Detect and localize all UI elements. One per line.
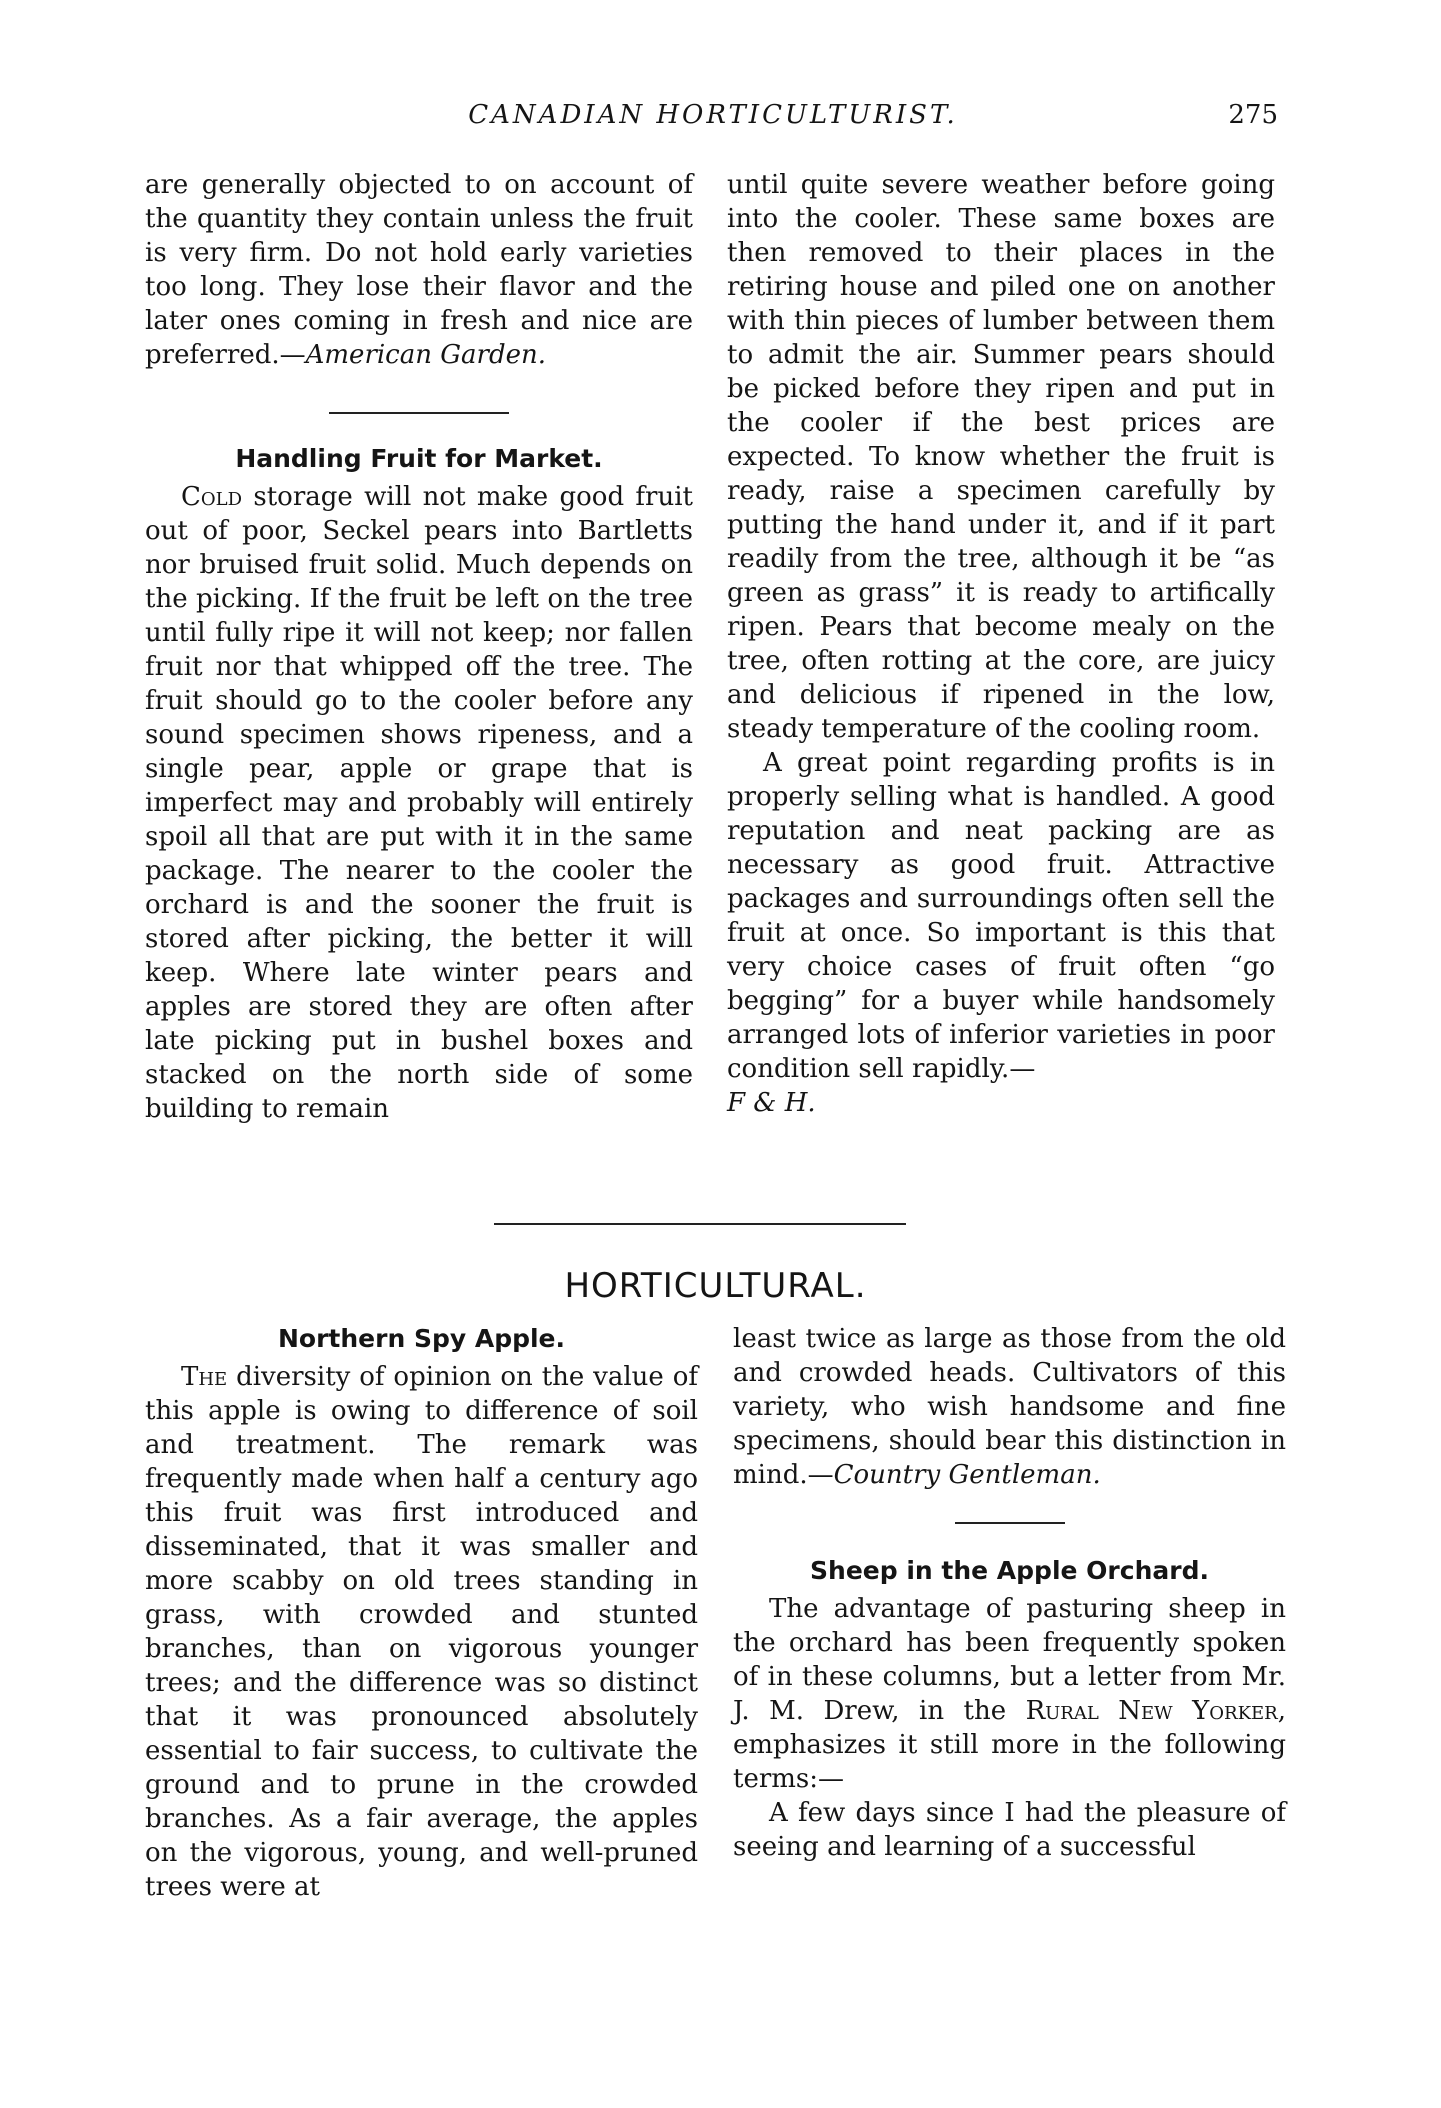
divider-rule xyxy=(955,1522,1065,1524)
bottom-right-column xyxy=(733,1322,1286,1864)
paragraph-text: storage will not make good fruit out of poor, Seckel pears into Bartletts nor bruised fruit solid. Much depends on the picking. If the fruit be left on the tree until fully ripe it will not keep; nor fallen fruit nor that whipped off the tree. The fruit should go to the cooler before any sound specimen shows ripeness, and a single pear, apple or grape that is imperfect may and probably will entirely spoil all that are put with it in the same package. The nearer to the cooler the orchard is and the sooner the fruit is stored after picking, the better it will keep. Where late winter pears and apples are stored they are often after late picking put in bushel boxes and stacked on the north side of some building to remain xyxy=(145,482,693,1124)
publication-name: Rural New Yorker xyxy=(1025,1696,1278,1726)
northern-spy-paragraph xyxy=(145,1360,698,1904)
handling-fruit-paragraph xyxy=(145,480,693,1126)
lead-word: The xyxy=(181,1362,228,1392)
selling-paragraph xyxy=(727,746,1275,1120)
article-heading-sheep: Sheep in the Apple Orchard. xyxy=(810,1556,1209,1585)
top-left-column xyxy=(145,168,693,1126)
page-number: 275 xyxy=(1228,100,1278,130)
lead-word: Cold xyxy=(181,482,243,512)
divider-rule xyxy=(329,412,509,414)
article-heading-handling-fruit: Handling Fruit for Market. xyxy=(235,444,603,473)
paragraph-text: diversity of opinion on the value of this apple is owing to difference of soil and treatment. The remark was frequently made when half a century ago this fruit was first introduced and disseminated, that it was smaller and more scabby on old trees standing in grass, with crowded and stunted branches, than on vigorous younger trees; and the difference was so distinct that it was pronounced absolutely essential to fair success, to cultivate the ground and to prune in the crowded branches. As a fair average, the apples on the vigorous, young, and well-pruned trees were at xyxy=(145,1362,698,1902)
top-right-column xyxy=(727,168,1275,1120)
continued-text: are generally objected to on account of the quantity they contain unless the fruit is very firm. Do not hold early varieties too long. They lose their flavor and the later ones coming in fresh and nice are preferred.— xyxy=(145,170,693,370)
section-heading-horticultural: HORTICULTURAL. xyxy=(564,1266,867,1306)
bottom-left-column xyxy=(145,1322,698,1904)
section-divider-rule xyxy=(494,1223,906,1225)
running-title: CANADIAN HORTICULTURIST. xyxy=(468,100,958,130)
paragraph-text: The advantage of pasturing sheep in the orchard has been frequently spoken of in these columns, but a letter from Mr. J. M. Drew, in the xyxy=(733,1594,1286,1726)
running-head xyxy=(148,100,1278,136)
source-citation: F & H. xyxy=(727,1088,816,1118)
sheep-paragraph-2: A few days since I had the pleasure of seeing and learning of a successful xyxy=(733,1798,1286,1862)
source-citation: American Garden. xyxy=(305,340,546,370)
sheep-paragraph xyxy=(733,1592,1286,1796)
source-citation: Country Gentleman. xyxy=(833,1460,1101,1490)
continued-paragraph xyxy=(145,168,693,372)
paragraph-text: , emphasizes it still more in the following terms:— xyxy=(733,1696,1286,1794)
paragraph-text: least twice as large as those from the old and crowded heads. Cultivators of this variety, who wish handsome and fine specimens, should bear this distinction in mind.— xyxy=(733,1324,1286,1490)
handling-fruit-continued-paragraph: until quite severe weather before going into the cooler. These same boxes are then removed to their places in the retiring house and piled one on another with thin pieces of lumber between them to admit the air. Summer pears should be picked before they ripen and put in the cooler if the best prices are expected. To know whether the fruit is ready, raise a specimen carefully by putting the hand under it, and if it part readily from the tree, although it be “as green as grass” it is ready to artifically ripen. Pears that become mealy on the tree, often rotting at the core, are juicy and delicious if ripened in the low, steady temperature of the cooling room. xyxy=(727,170,1275,744)
northern-spy-continued-paragraph xyxy=(733,1322,1286,1492)
article-heading-northern-spy: Northern Spy Apple. xyxy=(277,1324,566,1353)
paragraph-text: A great point regarding profits is in properly selling what is handled. A good reputation and neat packing are as necessary as good fruit. Attractive packages and surroundings often sell the fruit at once. So important is this that very choice cases of fruit often “go begging” for a buyer while handsomely arranged lots of inferior varieties in poor condition sell rapidly.— xyxy=(727,748,1275,1084)
